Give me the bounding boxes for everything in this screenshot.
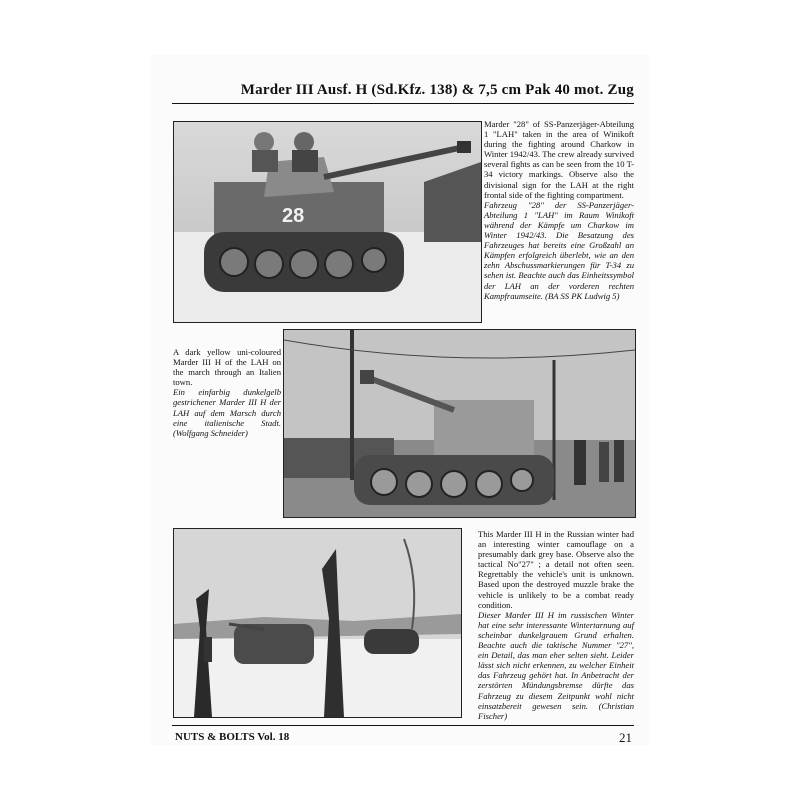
- footer-rule: [172, 725, 634, 726]
- caption-photo3-english: This Marder III H in the Russian winter had an interesting winter camouflage on a presumably dark grey base. Observe also the tactical No"27" ; a detail not often seen. Regrettably the vehicle's unit is unknown. Based upon the destroyed muzzle brake the vehicle is unlikely to be a combat ready condition.: [478, 529, 634, 610]
- caption-photo2-german: Ein einfarbig dunkelgelb gestrichener Marder III H der LAH auf dem Marsch durch eine italienische Stadt. (Wolfgang Schneider): [173, 387, 281, 438]
- caption-photo1-german: Fahrzeug "28" der SS-Panzerjäger-Abteilung 1 "LAH" im Raum Winikoft während der Kämpfe um Charkow im Winter 1942/43. Die Besatzung des Fahrzeuges hat bereits eine Großzahl an Kämpfen erfolgreich überlebt, wie an den zehn Abschussmarkierungen für T-34 zu sehen ist. Beachte auch das Einheitssymbol der LAH an der vorderen rechten Kampfraumseite. (BA SS PK Ludwig 5): [484, 199, 634, 301]
- series-title: NUTS & BOLTS Vol. 18: [175, 731, 290, 743]
- caption-photo2: [173, 347, 281, 438]
- caption-photo2-english: A dark yellow uni-coloured Marder III H of the LAH on the march through an Italien town.: [173, 347, 281, 388]
- caption-photo3: [478, 529, 634, 721]
- page-title: Marder III Ausf. H (Sd.Kfz. 138) & 7,5 cm Pak 40 mot. Zug: [240, 82, 634, 98]
- photo-marder-28-winter: [173, 121, 482, 323]
- caption-photo1: [484, 119, 634, 301]
- caption-photo1-english: Marder "28" of SS-Panzerjäger-Abteilung 1 "LAH" taken in the area of Winikoft during the fighting around Charkow in Winter 1942/43. The crew already survived several fights as can be seen from the 10 T-34 victory markings. Observe also the divisional sign for the LAH at the right frontal side of the fighting compartment.: [484, 119, 634, 200]
- header-rule: [172, 103, 634, 104]
- page-number: 21: [619, 730, 632, 745]
- caption-photo3-german: Dieser Marder III H im russischen Winter hat eine sehr interessante Wintertarnung auf scheinbar dunkelgrauem Grund erhalten. Beachte auch die taktische Nummer "27", ein Detail, das man eher selten sieht. Leider lässt sich nicht erkennen, zu welcher Einheit das Fahrzeug gehört hat. In Anbetracht der zerstörten Mündungsbremse dürfte das Fahrzeug zu diesem Zeitpunkt wohl nicht einsatzbereit gewesen sein. (Christian Fischer): [478, 609, 634, 721]
- vehicle-number-28: 28: [282, 205, 305, 227]
- photo-marder-italian-town: [283, 329, 636, 518]
- photo-marder-russian-winter: [173, 528, 462, 718]
